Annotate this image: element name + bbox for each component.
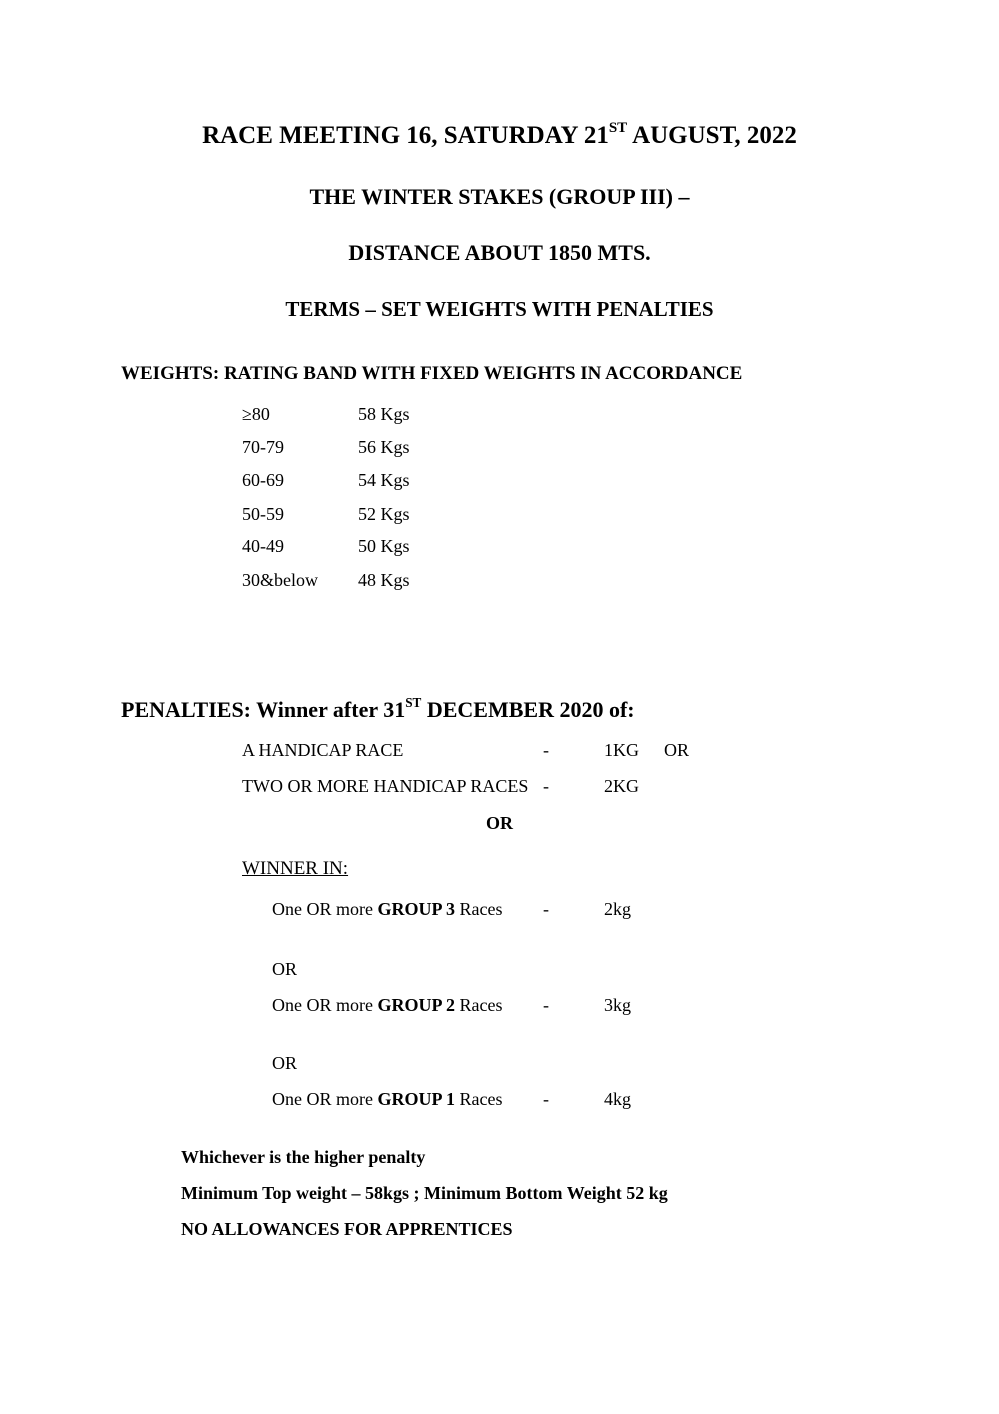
group-value: 2kg [604,899,631,919]
or-separator: OR [486,813,513,833]
page-title [0,119,999,150]
group-name: GROUP 1 [377,1089,455,1109]
weight-limits-note: Minimum Top weight – 58kgs ; Minimum Bottom Weight 52 kg [181,1183,668,1203]
weight-band: ≥80 [242,404,270,424]
group-value: 4kg [604,1089,631,1109]
group-dash: - [543,1089,549,1109]
weight-band: 70-79 [242,437,284,457]
weight-band: 60-69 [242,470,284,490]
race-terms: TERMS – SET WEIGHTS WITH PENALTIES [285,297,714,321]
handicap-extra: OR [664,740,690,760]
weights-heading: WEIGHTS: RATING BAND WITH FIXED WEIGHTS IN ACCORDANCE [121,363,743,384]
group-text-end: Races [455,995,503,1015]
race-name: THE WINTER STAKES (GROUP III) – [309,184,690,209]
winner-in-label: WINNER IN: [242,858,349,879]
or-label: OR [272,959,298,979]
weight-value: 50 Kgs [358,536,410,556]
group-value: 3kg [604,995,631,1015]
penalties-heading [121,697,635,723]
penalties-superscript: ST [405,695,422,711]
handicap-label: A HANDICAP RACE [242,740,404,760]
apprentices-note: NO ALLOWANCES FOR APPRENTICES [181,1219,513,1239]
weight-value: 54 Kgs [358,470,410,490]
handicap-value: 2KG [604,776,639,796]
group-row-label [272,1089,502,1110]
group-name: GROUP 3 [377,899,455,919]
weight-band: 40-49 [242,536,284,556]
title-superscript: ST [608,119,628,136]
group-name: GROUP 2 [377,995,455,1015]
group-text-end: Races [455,1089,503,1109]
weight-value: 48 Kgs [358,570,410,590]
penalties-heading-text: PENALTIES: Winner after 31 [121,697,406,722]
penalty-note: Whichever is the higher penalty [181,1147,426,1167]
group-text: One OR more [272,899,378,919]
handicap-value: 1KG [604,740,639,760]
group-text-end: Races [455,899,503,919]
handicap-dash: - [543,740,549,760]
weight-value: 58 Kgs [358,404,410,424]
group-text: One OR more [272,1089,378,1109]
weight-band: 50-59 [242,504,284,524]
or-label: OR [272,1053,298,1073]
handicap-dash: - [543,776,549,796]
handicap-label: TWO OR MORE HANDICAP RACES [242,776,529,796]
title-text: RACE MEETING 16, SATURDAY 21 [202,122,609,149]
race-distance: DISTANCE ABOUT 1850 MTS. [348,240,651,265]
group-row-label [272,899,502,920]
group-row-label [272,995,502,1016]
title-text-end: AUGUST, 2022 [627,122,797,149]
group-dash: - [543,899,549,919]
weight-value: 56 Kgs [358,437,410,457]
weight-band: 30&below [242,570,318,590]
penalties-heading-text-end: DECEMBER 2020 of: [421,697,635,722]
group-dash: - [543,995,549,1015]
group-text: One OR more [272,995,378,1015]
weight-value: 52 Kgs [358,504,410,524]
